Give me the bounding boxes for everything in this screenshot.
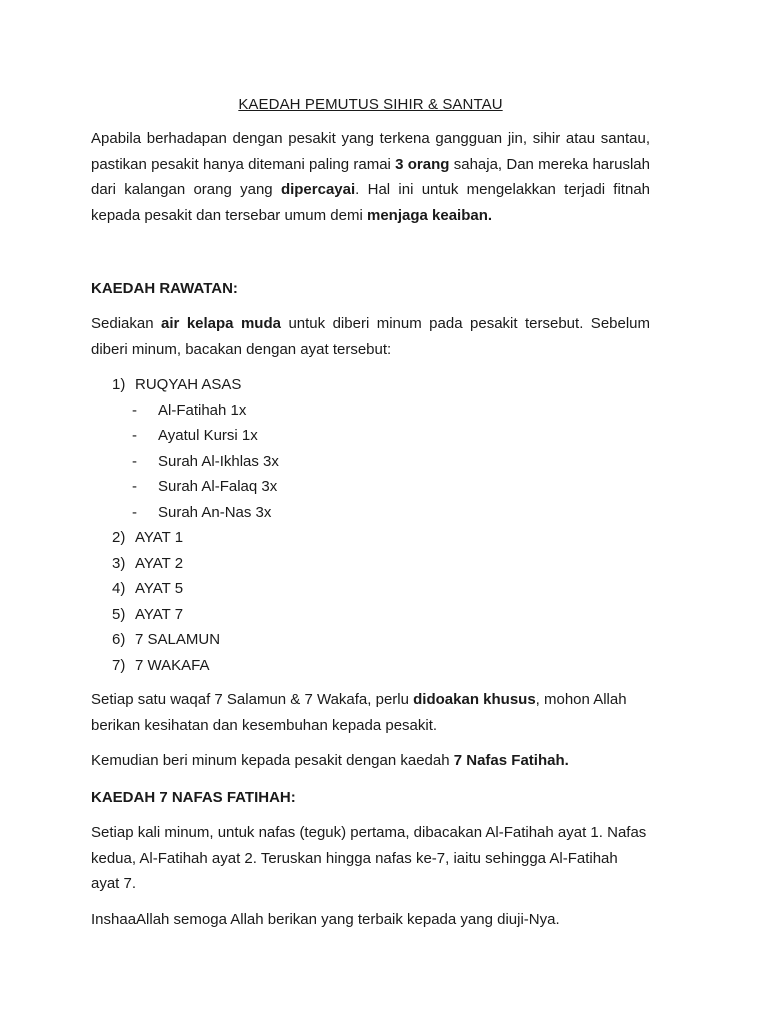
sub-list-item bbox=[91, 474, 650, 500]
minum-bold-1: 7 Nafas Fatihah. bbox=[453, 752, 569, 769]
list-item bbox=[91, 627, 650, 653]
nafas-paragraph: Setiap kali minum, untuk nafas (teguk) pertama, dibacakan Al-Fatihah ayat 1. Nafas kedua, Al-Fatihah ayat 2. Teruskan hingga nafas ke-7, iaitu sehingga Al-Fatihah ayat 7. bbox=[91, 824, 647, 892]
list-item bbox=[91, 525, 650, 551]
list-item-label: AYAT 1 bbox=[135, 529, 184, 546]
doa-text-2: , mohon Allah berikan kesihatan dan kesembuhan kepada pesakit. bbox=[91, 691, 627, 734]
list-item-number: 7) bbox=[112, 656, 126, 674]
closing-paragraph: InshaaAllah semoga Allah berikan yang terbaik kepada yang diuji-Nya. bbox=[91, 911, 560, 928]
list-item bbox=[91, 602, 650, 628]
intro-text-2: sahaja, Dan mereka haruslah dari kalangan orang yang bbox=[91, 155, 650, 198]
rawatan-paragraph bbox=[91, 311, 650, 362]
sub-list-dash: - bbox=[132, 427, 137, 444]
list-item-number: 4) bbox=[112, 580, 126, 597]
sub-list-item bbox=[91, 398, 650, 424]
list-item-label: 7 WAKAFA bbox=[135, 656, 210, 674]
page-title: KAEDAH PEMUTUS SIHIR & SANTAU bbox=[238, 96, 503, 113]
list-item-label: 7 SALAMUN bbox=[135, 631, 221, 648]
sub-list-dash: - bbox=[132, 401, 137, 419]
sub-list-dash: - bbox=[132, 478, 137, 495]
doa-paragraph bbox=[91, 687, 650, 738]
list-item-label: AYAT 7 bbox=[135, 605, 184, 623]
list-item-label: RUQYAH ASAS bbox=[135, 376, 242, 393]
intro-paragraph bbox=[91, 126, 650, 228]
rawatan-bold-1: air kelapa muda bbox=[161, 315, 281, 332]
list-item-label: AYAT 2 bbox=[135, 554, 184, 572]
list-item-number: 2) bbox=[112, 529, 126, 546]
list-item bbox=[91, 576, 650, 602]
minum-text-1: Kemudian beri minum kepada pesakit dengan kaedah bbox=[91, 752, 454, 769]
list-item-number: 3) bbox=[112, 554, 126, 572]
intro-bold-2: dipercayai bbox=[280, 181, 356, 198]
list-item bbox=[91, 372, 650, 398]
list-item bbox=[91, 653, 650, 679]
list-item-number: 1) bbox=[112, 376, 126, 393]
doa-bold-1: didoakan khusus bbox=[413, 691, 536, 708]
sub-list-item bbox=[91, 500, 650, 526]
sub-list-text: Al-Fatihah 1x bbox=[158, 401, 247, 419]
intro-text-1: Apabila berhadapan dengan pesakit yang terkena gangguan jin, sihir atau santau, pastikan pesakit hanya ditemani paling ramai bbox=[91, 130, 650, 173]
doa-text-1: Setiap satu waqaf 7 Salamun & 7 Wakafa, perlu bbox=[91, 691, 414, 708]
sub-list-text: Surah Al-Ikhlas 3x bbox=[158, 452, 279, 470]
sub-list-dash: - bbox=[132, 452, 137, 470]
heading-kaedah-7-nafas-fatihah: KAEDAH 7 NAFAS FATIHAH: bbox=[91, 789, 296, 806]
sub-list-text: Surah Al-Falaq 3x bbox=[158, 478, 278, 495]
list-item bbox=[91, 551, 650, 577]
sub-list-text: Ayatul Kursi 1x bbox=[158, 427, 258, 444]
intro-bold-1: 3 orang bbox=[395, 155, 450, 173]
intro-text-3: . Hal ini untuk mengelakkan terjadi fitnah kepada pesakit dan tersebar umum demi bbox=[91, 181, 651, 224]
numbered-list bbox=[91, 372, 650, 678]
sub-list-item bbox=[91, 449, 650, 475]
minum-paragraph bbox=[91, 748, 650, 774]
heading-kaedah-rawatan: KAEDAH RAWATAN: bbox=[91, 280, 238, 297]
sub-list-text: Surah An-Nas 3x bbox=[158, 503, 272, 521]
list-item-number: 5) bbox=[112, 605, 126, 623]
sub-list-item bbox=[91, 423, 650, 449]
sub-list-dash: - bbox=[132, 503, 137, 521]
intro-bold-3: menjaga keaiban. bbox=[366, 206, 493, 224]
list-item-number: 6) bbox=[112, 631, 126, 648]
list-item-label: AYAT 5 bbox=[135, 580, 184, 597]
rawatan-text-2: untuk diberi minum pada pesakit tersebut. Sebelum diberi minum, bacakan dengan ayat tersebut: bbox=[91, 315, 651, 358]
rawatan-text-1: Sediakan bbox=[91, 315, 162, 332]
